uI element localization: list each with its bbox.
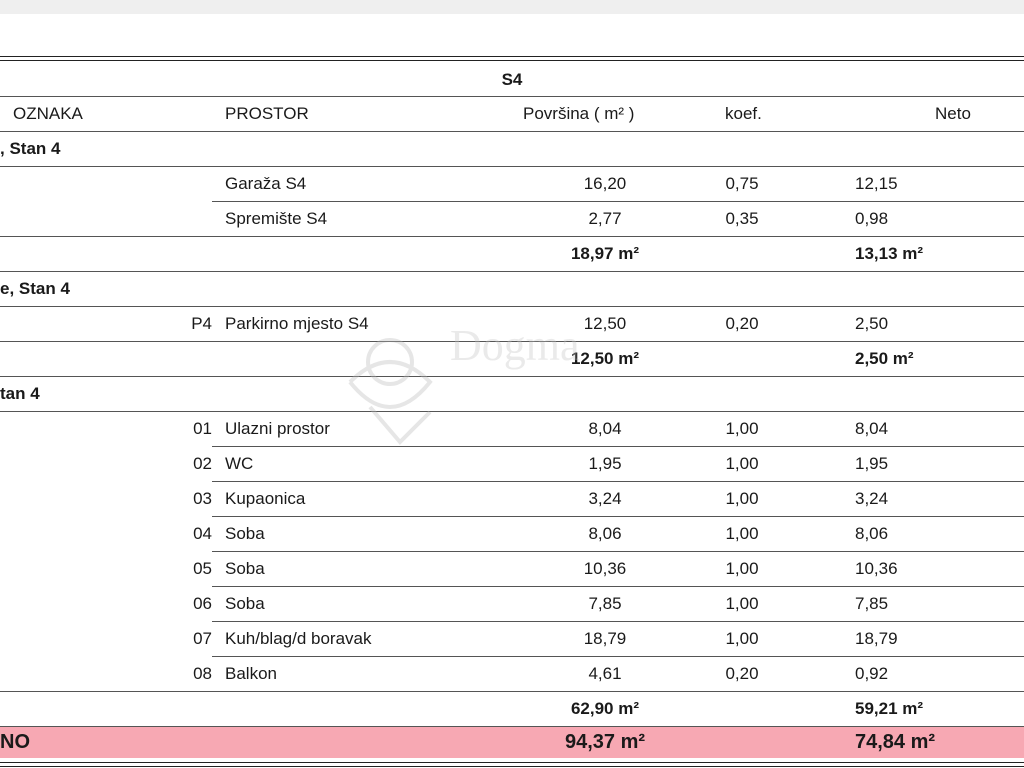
row-code: 05: [193, 559, 212, 578]
watermark-text: Dogma: [450, 321, 580, 370]
row-code: 03: [193, 489, 212, 508]
table-row: [0, 621, 1024, 656]
row-neto: 2,50: [855, 314, 889, 333]
section-label: tan 4: [0, 384, 40, 403]
row-prostor: Soba: [225, 594, 265, 613]
row-code: 02: [193, 454, 212, 473]
total-povrsina: 94,37 m²: [564, 731, 646, 753]
table-row: [0, 516, 1024, 551]
subtotal-neto: 59,21 m²: [855, 699, 924, 718]
row-koef: 0,75: [725, 174, 759, 193]
top-band: [0, 0, 1024, 14]
table-row: [0, 656, 1024, 691]
dogma-watermark-logo: [320, 312, 710, 452]
row-code: 07: [193, 629, 212, 648]
header-oznaka: OZNAKA: [13, 104, 83, 123]
row-povrsina: 1,95: [588, 454, 622, 473]
row-prostor: Kupaonica: [225, 489, 306, 508]
row-neto: 3,24: [855, 489, 889, 508]
row-koef: 1,00: [725, 419, 759, 438]
subtotal-row: [0, 691, 1024, 726]
row-prostor: WC: [225, 454, 254, 473]
row-neto: 8,04: [855, 419, 889, 438]
total-row: [0, 726, 1024, 758]
table-row: [0, 551, 1024, 586]
row-prostor: Balkon: [225, 664, 277, 683]
row-povrsina: 16,20: [583, 174, 627, 193]
row-prostor: Spremište S4: [225, 209, 328, 228]
row-neto: 7,85: [855, 594, 889, 613]
section-label: , Stan 4: [0, 139, 61, 158]
row-koef: 0,20: [725, 664, 759, 683]
row-povrsina: 8,04: [588, 419, 622, 438]
row-povrsina: 3,24: [588, 489, 622, 508]
row-koef: 1,00: [725, 489, 759, 508]
row-povrsina: 4,61: [588, 664, 622, 683]
table-row: [0, 166, 1024, 201]
row-koef: 1,00: [725, 524, 759, 543]
table-row: [0, 481, 1024, 516]
title-row: [0, 62, 1024, 96]
row-neto: 1,95: [855, 454, 889, 473]
row-prostor: Garaža S4: [225, 174, 307, 193]
row-povrsina: 18,79: [583, 629, 627, 648]
table-row: [0, 201, 1024, 236]
row-code: 08: [193, 664, 212, 683]
subtotal-neto: 13,13 m²: [855, 244, 924, 263]
row-povrsina: 7,85: [588, 594, 622, 613]
row-code: 06: [193, 594, 212, 613]
row-neto: 18,79: [855, 629, 898, 648]
row-neto: 12,15: [855, 174, 898, 193]
header-povrsina: Površina ( m² ): [523, 104, 635, 123]
subtotal-neto: 2,50 m²: [855, 349, 914, 368]
header-neto: Neto: [935, 104, 971, 123]
row-prostor: Ulazni prostor: [225, 419, 330, 438]
header-row: [0, 96, 1024, 130]
table-title: S4: [501, 70, 523, 89]
row-neto: 10,36: [855, 559, 898, 578]
row-koef: 1,00: [725, 559, 759, 578]
subtotal-povrsina: 12,50 m²: [570, 349, 640, 368]
total-label: NO: [0, 731, 30, 753]
subtotal-povrsina: 18,97 m²: [570, 244, 640, 263]
section-row: [0, 271, 1024, 306]
row-koef: 1,00: [725, 629, 759, 648]
row-neto: 8,06: [855, 524, 889, 543]
header-koef: koef.: [725, 104, 762, 123]
row-prostor: Parkirno mjesto S4: [225, 314, 369, 333]
row-povrsina: 8,06: [588, 524, 622, 543]
row-prostor: Kuh/blag/d boravak: [225, 629, 372, 648]
row-povrsina: 2,77: [588, 209, 622, 228]
section-row: [0, 131, 1024, 166]
row-koef: 1,00: [725, 594, 759, 613]
row-koef: 0,35: [725, 209, 759, 228]
row-code: 04: [193, 524, 212, 543]
row-povrsina: 12,50: [583, 314, 627, 333]
subtotal-povrsina: 62,90 m²: [570, 699, 640, 718]
total-neto: 74,84 m²: [855, 731, 936, 753]
row-neto: 0,98: [855, 209, 889, 228]
row-code: 01: [193, 419, 212, 438]
header-prostor: PROSTOR: [225, 104, 309, 123]
section-label: e, Stan 4: [0, 279, 70, 298]
table-row: [0, 586, 1024, 621]
row-povrsina: 10,36: [583, 559, 627, 578]
row-neto: 0,92: [855, 664, 889, 683]
row-prostor: Soba: [225, 559, 265, 578]
row-koef: 1,00: [725, 454, 759, 473]
subtotal-row: [0, 236, 1024, 271]
row-prostor: Soba: [225, 524, 265, 543]
row-code: P4: [191, 314, 212, 333]
row-koef: 0,20: [725, 314, 759, 333]
